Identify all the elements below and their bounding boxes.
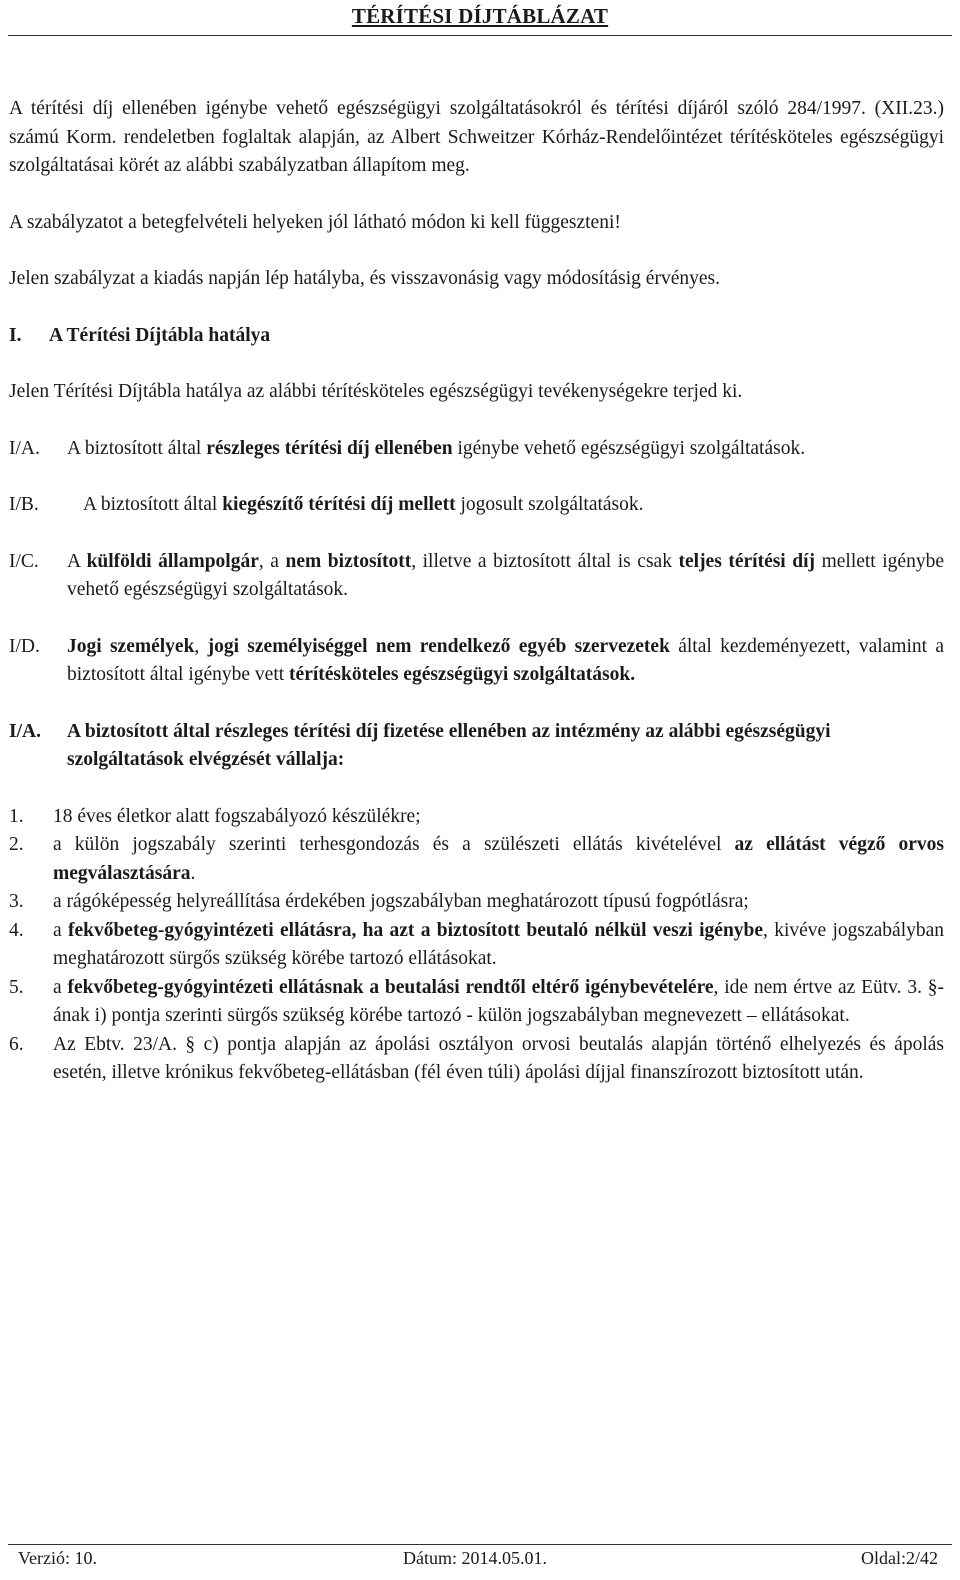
item-label: I/B. (9, 494, 39, 515)
validity-paragraph: Jelen szabályzat a kiadás napján lép hatályba, és visszavonásig vagy módosításig érvényes. (9, 268, 720, 289)
footer-version: Verzió: 10. (18, 1548, 97, 1568)
scope-item-ic (9, 548, 944, 605)
scope-item-ia (9, 435, 944, 464)
scope-item-id (9, 633, 944, 690)
section-heading (9, 322, 944, 351)
section-text: Jelen Térítési Díjtábla hatálya az alábbi térítésköteles egészségügyi tevékenységekre terjed ki. (9, 381, 743, 402)
footer-date: Dátum: 2014.05.01. (403, 1548, 547, 1568)
item-text: A biztosított által részleges térítési díj ellenében igénybe vehető egészségügyi szolgáltatások. (67, 437, 806, 459)
header-divider (8, 35, 952, 36)
subsection-heading (9, 718, 944, 775)
list-item: 5. a fekvőbeteg-gyógyintézeti ellátásnak a beutalási rendtől eltérő igénybevételére, ide nem értve az Eütv. 3. §-ának i) pontja szerinti sürgős szükség körébe tartozó - külön jogszabályban megnevezett – ellátásokat. (9, 976, 945, 1026)
list-item: 1. 18 éves életkor alatt fogszabályozó készülékre; (9, 805, 421, 827)
item-label: I/D. (9, 635, 40, 657)
document-body (9, 95, 944, 1088)
list-item: 3. a rágóképesség helyreállítása érdekében jogszabályban meghatározott típusú fogpótlásra; (9, 891, 749, 912)
list-item: 4. a fekvőbeteg-gyógyintézeti ellátásra, ha azt a biztosított beutaló nélkül veszi igénybe, kivéve jogszabályban meghatározott sürgős szükség körébe tartozó ellátásokat. (9, 919, 945, 969)
item-text: Jogi személyek, jogi személyiséggel nem rendelkező egyéb szervezetek által kezdeményezett, valamint a biztosított által igénybe vett térítésköteles egészségügyi szolgáltatások. (67, 635, 944, 685)
subsection-title: A biztosított által részleges térítési díj fizetése ellenében az intézmény az alábbi egészségügyi szolgáltatások elvégzését vállalja: (67, 720, 831, 770)
item-label: I/A. (9, 437, 40, 459)
service-list (9, 803, 944, 1088)
footer-page-number: Oldal:2/42 (861, 1548, 938, 1568)
scope-item-ib (9, 491, 944, 520)
item-label: I/C. (9, 550, 39, 572)
footer-divider (8, 1544, 952, 1545)
subsection-number: I/A. (9, 720, 41, 742)
item-text: A külföldi állampolgár, a nem biztosított, illetve a biztosított által is csak teljes térítési díj mellett igénybe vehető egészségügyi szolgáltatások. (67, 550, 944, 600)
notice-paragraph: A szabályzatot a betegfelvételi helyeken jól látható módon ki kell függeszteni! (9, 211, 621, 233)
page-title: TÉRÍTÉSI DÍJTÁBLÁZAT (351, 4, 609, 28)
item-text: A biztosított által kiegészítő térítési díj mellett jogosult szolgáltatások. (83, 494, 644, 515)
section-number: I. (9, 324, 22, 346)
intro-paragraph: A térítési díj ellenében igénybe vehető egészségügyi szolgáltatásokról és térítési díjáról szóló 284/1997. (XII.23.) számú Korm. rendeletben foglaltak alapján, az Albert Schweitzer Kórház-Rendelőintézet térítésköteles egészségügyi szolgáltatásai körét az alábbi szabályzatban állapítom meg. (9, 98, 944, 176)
list-item: 2. a külön jogszabály szerinti terhesgondozás és a szülészeti ellátás kivételével az ellátást végző orvos megválasztására. (9, 834, 944, 884)
list-item: 6. Az Ebtv. 23/A. § c) pontja alapján az ápolási osztályon orvosi beutalás alapján történő elhelyezés és ápolás esetén, illetve krónikus fekvőbeteg-ellátásban (fél éven túli) ápolási díjjal finanszírozott biztosított után. (9, 1033, 944, 1083)
section-title: A Térítési Díjtábla hatálya (49, 324, 271, 346)
